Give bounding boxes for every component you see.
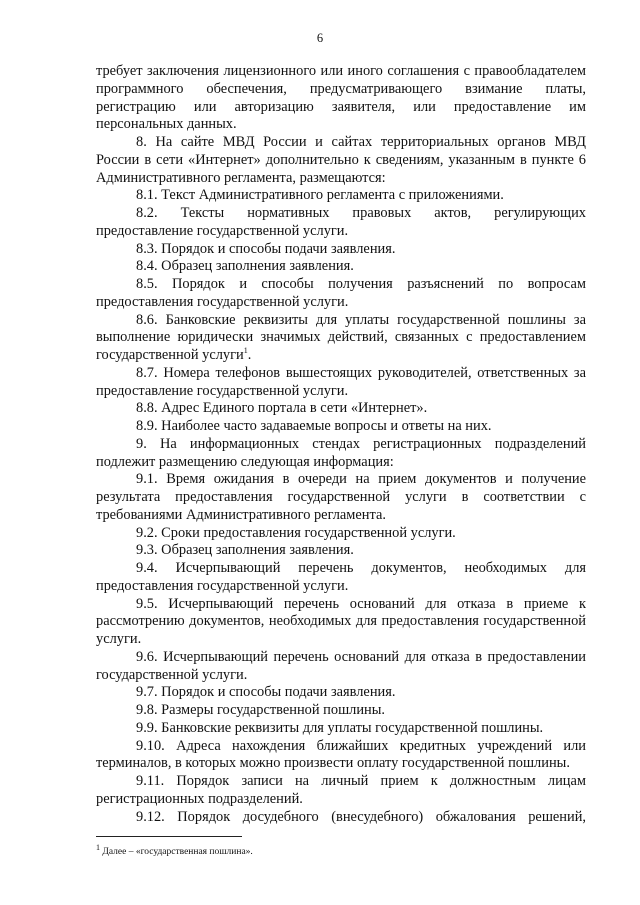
paragraph [96,436,586,472]
paragraph-text: требует заключения лицензионного или иного соглашения с правообладателем программного обеспечения, предусматривающего взимание платы, регистрацию или авторизацию заявителя, или предоставление им персональных данных. [96,63,586,133]
paragraph-text: 9.6. Исчерпывающий перечень оснований для отказа в предоставлении государственной услуги. [96,648,586,683]
footnote-text: Далее – «государственная пошлина». [100,847,253,857]
paragraph [96,702,586,720]
paragraph [96,809,586,827]
paragraph [96,241,586,259]
paragraph [96,418,586,436]
paragraph-text: 9.7. Порядок и способы подачи заявления. [136,684,396,701]
paragraph [96,560,586,596]
paragraph-text: 8.1. Текст Административного регламента с приложениями. [136,187,504,204]
paragraph [96,738,586,774]
paragraph-text: 9.2. Сроки предоставления государственной услуги. [136,524,456,541]
paragraph [96,63,586,134]
paragraph-text: 9.10. Адреса нахождения ближайших кредитных учреждений или терминалов, в которых можно произвести оплату государственной пошлины. [96,737,586,772]
paragraph [96,773,586,809]
paragraph [96,400,586,418]
paragraph-text: 9.11. Порядок записи на личный прием к должностным лицам регистрационных подразделений. [96,773,586,807]
paragraph [96,187,586,205]
page-number: 6 [316,31,324,45]
paragraph-text: 8.3. Порядок и способы подачи заявления. [136,240,396,257]
paragraph-text: 9.3. Образец заполнения заявления. [136,542,354,559]
footnote-mark: 1 [96,842,100,852]
paragraph-text: 9.8. Размеры государственной пошлины. [136,702,385,718]
paragraph [96,276,586,312]
paragraph-text: 9.1. Время ожидания в очереди на прием документов и получение результата предоставления государственной услуги в соответствии с требованиями Административного регламента. [96,471,586,523]
paragraph-tail: . [247,347,252,363]
paragraph [96,525,586,543]
paragraph [96,596,586,649]
paragraph [96,258,586,276]
paragraph-text: 9. На информационных стендах регистрационных подразделений подлежит размещению следующая информация: [96,435,586,470]
paragraph [96,720,586,738]
paragraph [96,649,586,685]
paragraph-text: 8.5. Порядок и способы получения разъяснений по вопросам предоставления государственной услуги. [96,276,586,310]
paragraph [96,205,586,241]
paragraph-text: 9.5. Исчерпывающий перечень оснований для отказа в приеме к рассмотрению документов, необходимых для предоставления государственной услуги. [96,595,586,647]
paragraph [96,134,586,187]
paragraph [96,684,586,702]
paragraph-text: 9.4. Исчерпывающий перечень документов, необходимых для предоставления государственной услуги. [96,560,586,594]
paragraph-text: 8.9. Наиболее часто задаваемые вопросы и ответы на них. [136,418,492,434]
paragraph-text: 8.2. Тексты нормативных правовых актов, регулирующих предоставление государственной услуги. [96,205,586,239]
paragraph-text: 8.6. Банковские реквизиты для уплаты государственной пошлины за выполнение юридически значимых действий, связанных с предоставлением государственной услуги [96,311,586,363]
paragraph-text: 9.9. Банковские реквизиты для уплаты государственной пошлины. [136,719,544,736]
paragraph-text: 9.12. Порядок досудебного (внесудебного) обжалования решений, [136,808,586,825]
paragraph [96,312,586,365]
footnote-separator [96,836,242,837]
paragraph-text: 8. На сайте МВД России и сайтах территориальных органов МВД России в сети «Интернет» дополнительно к сведениям, указанным в пункте 6 Административного регламента, размещаются: [96,134,586,186]
paragraph-text: 8.8. Адрес Единого портала в сети «Интернет». [136,400,428,417]
paragraph [96,542,586,560]
footnote [96,842,586,857]
paragraph [96,471,586,524]
footnote-reference: 1 [243,346,248,356]
paragraph-text: 8.4. Образец заполнения заявления. [136,258,354,275]
document-body [96,63,586,826]
paragraph [96,365,586,401]
paragraph-text: 8.7. Номера телефонов вышестоящих руководителей, ответственных за предоставление государственной услуги. [96,364,586,399]
